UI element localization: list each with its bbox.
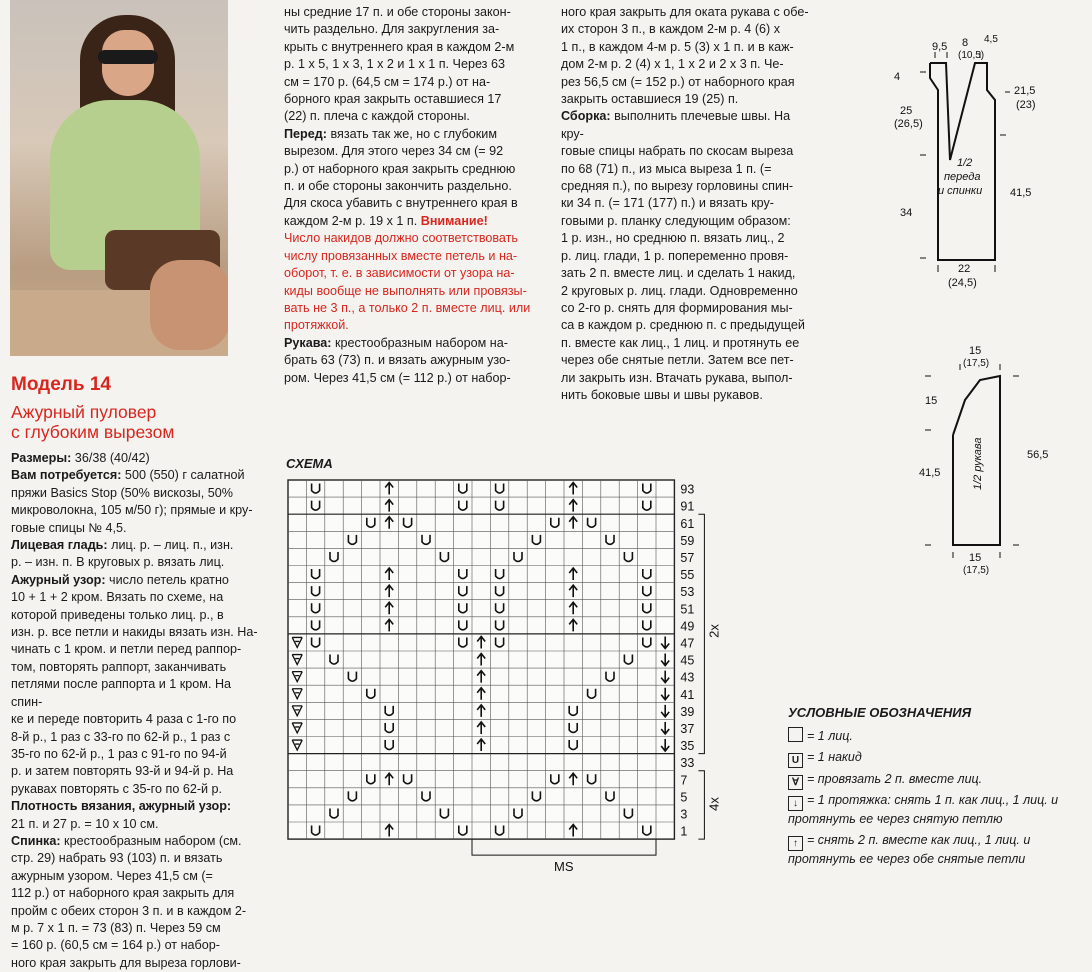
text-line	[284, 39, 540, 56]
text-line	[11, 589, 261, 606]
text-segment: киды вообще не выполнять или провязы-	[284, 283, 527, 298]
dim-w1: 9,5	[932, 41, 948, 53]
text-line	[561, 4, 811, 21]
text-line	[11, 798, 261, 815]
text-segment: брать 63 (73) п. и вязать ажурным узо-	[284, 353, 511, 368]
piece-label-1: 1/2	[957, 157, 973, 169]
text-segment: Вам потребуется:	[11, 468, 122, 483]
model-subtitle: Ажурный пуловер с глубоким вырезом	[11, 402, 175, 442]
text-segment: р. лиц. глади, 1 р. попеременно провя-	[561, 248, 789, 263]
dim-w-bottom-b: (24,5)	[948, 277, 977, 289]
text-segment: Размеры:	[11, 451, 72, 465]
repeat-bracket-upper	[698, 514, 704, 753]
text-line	[11, 607, 261, 624]
text-segment: стр. 29) набрать 93 (103) п. и вязать	[11, 851, 223, 866]
text-segment: р. и затем повторять 93-й и 94-й р. На	[11, 764, 234, 779]
text-line	[11, 450, 261, 467]
schema-title: СХЕМА	[286, 456, 333, 471]
text-segment: по 68 (71) п., из мыса выреза 1 п. (=	[561, 161, 772, 176]
text-segment: со 2-го р. снять для формирования мы-	[561, 300, 793, 315]
text-segment: том, повторять раппорт, заканчивать	[11, 659, 227, 674]
text-line	[284, 335, 540, 352]
row-label: 39	[680, 704, 695, 719]
sleeve-schematic	[905, 340, 1065, 590]
row-label: 49	[680, 619, 695, 634]
yarnover-icon: U	[788, 753, 803, 768]
text-line	[11, 937, 261, 954]
text-line	[11, 746, 261, 763]
text-segment: нить боковые швы и швы рукавов.	[561, 387, 763, 402]
dim-h-arm: 25	[900, 105, 913, 117]
text-line	[11, 485, 261, 502]
text-segment: рукавах повторять с 35-го по 62-й р.	[11, 781, 223, 796]
text-line	[11, 467, 261, 484]
text-line	[11, 659, 261, 676]
text-line	[561, 370, 811, 387]
row-label: 53	[680, 585, 695, 600]
sleeve-w-bottom-b: (17,5)	[963, 565, 990, 576]
text-line	[561, 248, 811, 265]
legend-item-k2tog: ∀ = провязать 2 п. вместе лиц.	[788, 771, 1088, 790]
dim-h-top: 4	[894, 71, 901, 83]
text-line	[11, 781, 261, 798]
text-segment: чить раздельно. Для закругления за-	[284, 22, 500, 37]
text-line	[11, 729, 261, 746]
text-segment: средняя п.), по вырезу горловины спин-	[561, 179, 794, 194]
row-label: 35	[680, 739, 695, 754]
text-segment: зать 2 п. вместе лиц. и сделать 1 накид,	[561, 266, 796, 281]
row-label: 41	[680, 687, 695, 702]
text-segment: 8-й р., 1 раз с 33-го по 62-й р., 1 раз с	[11, 729, 231, 744]
text-segment: оборот, т. е. в зависимости от узора на-	[284, 266, 515, 281]
text-segment: протяжкой.	[284, 318, 349, 333]
repeat-label-upper: 2x	[706, 624, 722, 638]
repeat-label-lower: 4x	[706, 797, 722, 811]
s2kp-icon: ↑	[788, 836, 803, 851]
text-segment: ром. Через 41,5 см (= 112 р.) от набор-	[284, 370, 511, 385]
text-line	[11, 903, 261, 920]
text-segment: 10 + 1 + 2 кром. Вязать по схеме, на	[11, 590, 224, 605]
row-label: 43	[680, 670, 695, 685]
row-label: 45	[680, 653, 695, 668]
text-segment: 500 (550) г салатной	[121, 468, 245, 483]
text-segment: ки 34 п. (= 171 (177) п.) и вязать кру-	[561, 196, 774, 211]
text-segment: Сборка:	[561, 109, 611, 124]
ssk-icon: ↓	[788, 796, 803, 811]
text-line	[11, 850, 261, 867]
sleeve-h-cap: 15	[925, 395, 938, 407]
legend-item-knit: = 1 лиц.	[788, 727, 1088, 744]
row-label: 1	[680, 824, 688, 839]
text-line	[284, 300, 540, 317]
text-line	[11, 868, 261, 885]
k2tog-icon: ∀	[788, 775, 803, 790]
text-segment: их сторон 3 п., в каждом 2-м р. 4 (6) х	[561, 22, 781, 37]
text-segment: борного края закрыть оставшиеся 17	[284, 92, 502, 107]
text-segment: ли закрыть изн. Втачать рукава, выпол-	[561, 370, 793, 385]
text-line	[284, 370, 540, 387]
text-line	[561, 161, 811, 178]
text-segment: которой приведены только лиц. р., в	[11, 607, 224, 622]
text-segment: ного края закрыть для оката рукава с обе-	[561, 5, 809, 19]
text-segment: ного края закрыть для выреза горлови-	[11, 955, 241, 970]
repeat-bracket-lower	[698, 771, 704, 839]
text-segment: 36/38 (40/42)	[71, 451, 150, 465]
text-segment: м р. 7 х 1 п. = 73 (83) п. Через 59 см	[11, 920, 221, 935]
text-line	[561, 178, 811, 195]
text-segment: изн. р. все петли и накиды вязать изн. На-	[11, 625, 258, 640]
knitting-chart	[286, 478, 726, 878]
text-segment: говые спицы набрать по скосам выреза	[561, 144, 794, 159]
row-label: 59	[680, 533, 695, 548]
text-line	[11, 502, 261, 519]
text-line	[11, 624, 261, 641]
sleeve-h-total: 56,5	[1027, 449, 1049, 461]
dim-h-right: 21,5	[1014, 85, 1036, 97]
text-segment: Лицевая гладь:	[11, 538, 108, 553]
row-label: 47	[680, 636, 695, 651]
dim-h-arm-b: (26,5)	[894, 118, 923, 130]
row-label: 3	[680, 807, 688, 822]
text-segment: Спинка:	[11, 833, 61, 848]
text-segment: крыть с внутреннего края в каждом 2-м	[284, 39, 515, 54]
text-line	[11, 816, 261, 833]
text-segment: через обе снятые петли. Затем все пет-	[561, 353, 794, 368]
piece-label-3: и спинки	[938, 185, 983, 197]
text-line	[561, 230, 811, 247]
text-line	[284, 4, 540, 21]
text-segment: р. 1 х 5, 1 х 3, 1 х 2 и 1 х 1 п. Через 63	[284, 57, 505, 72]
text-line	[284, 21, 540, 38]
text-line	[561, 74, 811, 91]
text-segment: вырезом. Для этого через 34 см (= 92	[284, 144, 504, 159]
legend-title: УСЛОВНЫЕ ОБОЗНАЧЕНИЯ	[788, 705, 972, 720]
text-segment: рез 56,5 см (= 152 р.) от наборного края	[561, 74, 795, 89]
row-label: 55	[680, 568, 695, 583]
text-segment: 2 круговых р. лиц. глади. Одновременно	[561, 283, 798, 298]
text-line	[561, 335, 811, 352]
text-segment: Внимание!	[420, 213, 488, 228]
text-segment: (22) п. плеча с каждой стороны.	[284, 109, 470, 124]
text-line	[11, 554, 261, 571]
text-segment: 1 п., в каждом 4-м р. 5 (3) х 1 п. и в каж-	[561, 39, 794, 54]
sleeve-h-side: 41,5	[919, 467, 941, 479]
text-segment: вать не 3 п., а только 2 п. вместе лиц. или	[284, 300, 531, 315]
row-label: 33	[680, 756, 695, 771]
text-line	[284, 230, 540, 247]
text-line	[561, 91, 811, 108]
text-line	[561, 283, 811, 300]
text-segment: каждом 2-м р. 19 х 1 п.	[284, 213, 421, 228]
text-segment: см = 170 р. (64,5 см = 174 р.) от на-	[284, 74, 491, 89]
dim-h-total: 41,5	[1010, 187, 1032, 199]
text-line	[284, 143, 540, 160]
text-segment: Для скоса убавить с внутреннего края в	[284, 196, 518, 211]
text-segment: 21 п. и 27 р. = 10 х 10 см.	[11, 816, 159, 831]
text-line	[561, 213, 811, 230]
text-segment: са в каждом р. среднюю п. с предыдущей	[561, 318, 805, 333]
dim-h-low: 34	[900, 207, 913, 219]
sleeve-w-top: 15	[969, 345, 982, 357]
text-line	[561, 39, 811, 56]
row-label: 37	[680, 721, 695, 736]
text-segment: закрыть оставшиеся 19 (25) п.	[561, 92, 739, 107]
sleeve-w-top-b: (17,5)	[963, 358, 990, 369]
legend-item-yarnover: U = 1 накид	[788, 749, 1088, 768]
row-label: 91	[680, 499, 695, 514]
row-label: 57	[680, 550, 695, 565]
dim-w2b: (10,5)	[958, 50, 985, 61]
text-segment: пройм с обеих сторон 3 п. и в каждом 2-	[11, 903, 247, 918]
text-segment: крестообразным набором (см.	[60, 833, 242, 848]
text-line	[11, 572, 261, 589]
text-line	[284, 213, 540, 230]
sleeve-w-bottom: 15	[969, 552, 982, 564]
text-segment: говыми р. планку следующим образом:	[561, 213, 791, 228]
text-segment: 112 р.) от наборного края закрыть для	[11, 886, 235, 901]
text-line	[11, 537, 261, 554]
row-label: 5	[680, 790, 688, 805]
text-line	[284, 317, 540, 334]
text-line	[11, 920, 261, 937]
text-line	[561, 108, 811, 143]
ms-label: MS	[554, 859, 574, 875]
dim-w-bottom: 22	[958, 263, 971, 275]
dim-w2: 8	[962, 37, 969, 49]
text-segment: Число накидов должно соответствовать	[284, 231, 518, 246]
text-line	[284, 126, 540, 143]
row-label: 51	[680, 602, 695, 617]
text-line	[11, 763, 261, 780]
text-line	[11, 676, 261, 711]
text-segment: Перед:	[284, 126, 327, 141]
dim-h-right-b: (23)	[1016, 99, 1036, 111]
text-segment: выполнить плечевые швы. На кру-	[561, 109, 791, 141]
left-text-column	[11, 450, 261, 972]
text-line	[11, 885, 261, 902]
text-line	[561, 300, 811, 317]
text-segment: дом 2-м р. 2 (4) х 1, 1 х 2 и 2 х 3 п. Че-	[561, 57, 784, 72]
text-segment: микроволокна, 105 м/50 г); прямые и кру-	[11, 503, 253, 518]
text-line	[284, 91, 540, 108]
text-line	[11, 520, 261, 537]
piece-label-2: переда	[944, 171, 981, 183]
row-label: 61	[680, 516, 695, 531]
text-segment: петлями после раппорта и 1 кром. На спин-	[11, 677, 232, 709]
text-segment: число петель кратно	[105, 572, 229, 587]
text-line	[284, 56, 540, 73]
row-label: 93	[680, 482, 695, 497]
text-segment: Рукава:	[284, 335, 332, 350]
text-line	[284, 108, 540, 125]
text-segment: р. – изн. п. В круговых р. вязать лиц.	[11, 555, 225, 570]
text-segment: 35-го по 62-й р., 1 раз с 91-го по 94-й	[11, 746, 227, 761]
text-line	[284, 283, 540, 300]
text-segment: ажурным узором. Через 41,5 см (=	[11, 868, 213, 883]
legend-item-s2kp: ↑ = снять 2 п. вместе как лиц., 1 лиц. и протянуть ее через обе снятые петли	[788, 833, 1031, 866]
text-line	[561, 317, 811, 334]
text-segment: вязать так же, но с глубоким	[326, 126, 497, 141]
text-line	[561, 387, 811, 404]
text-segment: числу провязанных вместе петель и на-	[284, 248, 518, 263]
row-label: 7	[680, 773, 688, 788]
text-line	[284, 74, 540, 91]
right-text-column	[561, 4, 811, 404]
sleeve-label: 1/2 рукава	[972, 437, 984, 490]
text-segment: п. и обе стороны закончить раздельно.	[284, 179, 512, 194]
text-segment: лиц. р. – лиц. п., изн.	[107, 538, 234, 553]
legend-item-ssk: ↓ = 1 протяжка: снять 1 п. как лиц., 1 лиц. и протянуть ее через снятую петлю	[788, 793, 1059, 826]
text-line	[284, 352, 540, 369]
text-line	[284, 248, 540, 265]
text-line	[284, 265, 540, 282]
model-photo	[10, 0, 228, 356]
text-segment: пряжи Basics Stop (50% вискозы, 50%	[11, 485, 233, 500]
text-segment: п. вместе как лиц., 1 лиц. и протянуть ее	[561, 335, 800, 350]
text-segment: Ажурный узор:	[11, 572, 106, 587]
text-line	[561, 21, 811, 38]
knit-icon	[788, 727, 803, 742]
dim-w3: 4,5	[984, 34, 998, 45]
model-title: Модель 14	[11, 374, 111, 395]
text-line	[11, 955, 261, 972]
text-line	[284, 161, 540, 178]
text-line	[561, 56, 811, 73]
text-segment: р.) от наборного края закрыть среднюю	[284, 161, 516, 176]
text-segment: Плотность вязания, ажурный узор:	[11, 799, 232, 814]
ms-bracket	[472, 839, 656, 855]
text-line	[561, 195, 811, 212]
text-line	[561, 352, 811, 369]
text-segment: 1 р. изн., но среднюю п. вязать лиц., 2	[561, 231, 785, 246]
text-segment: говые спицы № 4,5.	[11, 520, 127, 535]
middle-text-column	[284, 4, 540, 387]
text-segment: ны средние 17 п. и обе стороны закон-	[284, 5, 511, 19]
text-segment: = 160 р. (60,5 см = 164 р.) от набор-	[11, 938, 220, 953]
text-line	[284, 195, 540, 212]
text-line	[284, 178, 540, 195]
text-line	[11, 641, 261, 658]
body-schematic	[880, 20, 1060, 310]
text-line	[11, 711, 261, 728]
text-segment: ке и переде повторить 4 раза с 1-го по	[11, 712, 237, 727]
text-segment: чинать с 1 кром. и петли перед раппор-	[11, 642, 242, 657]
text-line	[561, 143, 811, 160]
text-segment: крестообразным набором на-	[331, 335, 508, 350]
text-line	[11, 833, 261, 850]
text-line	[561, 265, 811, 282]
